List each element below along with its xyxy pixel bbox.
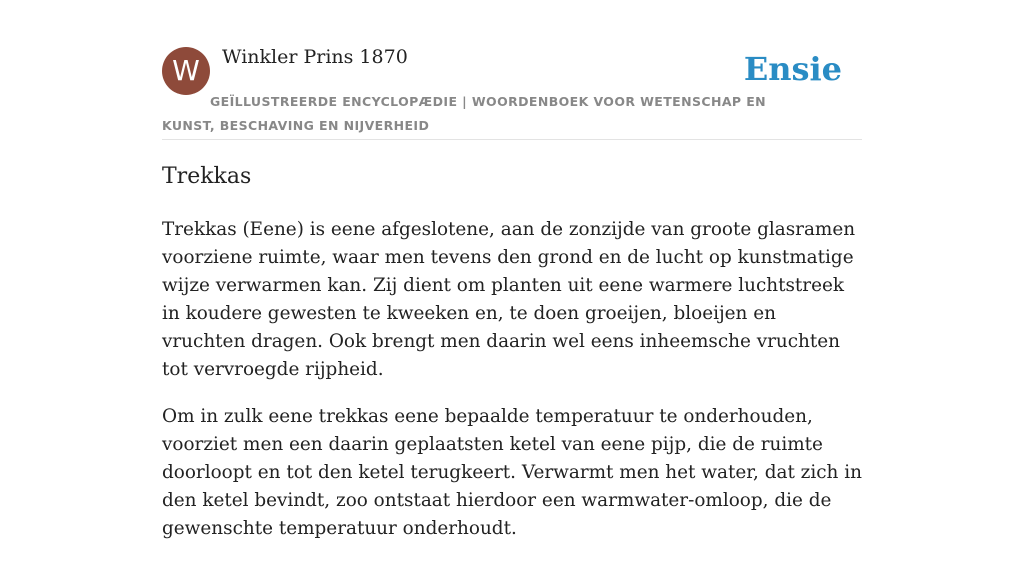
header-divider (162, 139, 862, 140)
entry-body (162, 216, 862, 562)
source-avatar[interactable] (162, 47, 210, 95)
entry-title: Trekkas (162, 164, 252, 189)
source-subtitle: GEÏLLUSTREERDE ENCYCLOPÆDIE | WOORDENBOEK VOOR WETENSCHAP EN KUNST, BESCHAVING EN NIJVERHEID (162, 94, 767, 133)
source-title-link[interactable]: Winkler Prins 1870 (222, 46, 408, 68)
entry-paragraph: Om in zulk eene trekkas eene bepaalde temperatuur te onderhouden, voorziet men een daarin geplaatsten ketel van eene pijp, die de ruimte doorloopt en tot den ketel terugkeert. Verwarmt men het water, dat zich in den ketel bevindt, zoo ontstaat hierdoor een warmwater-omloop, die de gewenschte temperatuur onderhoudt. (162, 406, 862, 539)
avatar-letter: W (172, 54, 200, 87)
ensie-logo-link[interactable]: Ensie (743, 50, 842, 88)
entry-paragraph: Trekkas (Eene) is eene afgeslotene, aan de zonzijde van groote glasramen voorziene ruimte, waar men tevens den grond en de lucht op kunstmatige wijze verwarmen kan. Zij dient om planten uit eene warmere luchtstreek in koudere gewesten te kweeken en, te doen groeijen, bloeijen en vruchten dragen. Ook brengt men daarin wel eens inheemsche vruchten tot vervroegde rijpheid. (162, 219, 856, 380)
